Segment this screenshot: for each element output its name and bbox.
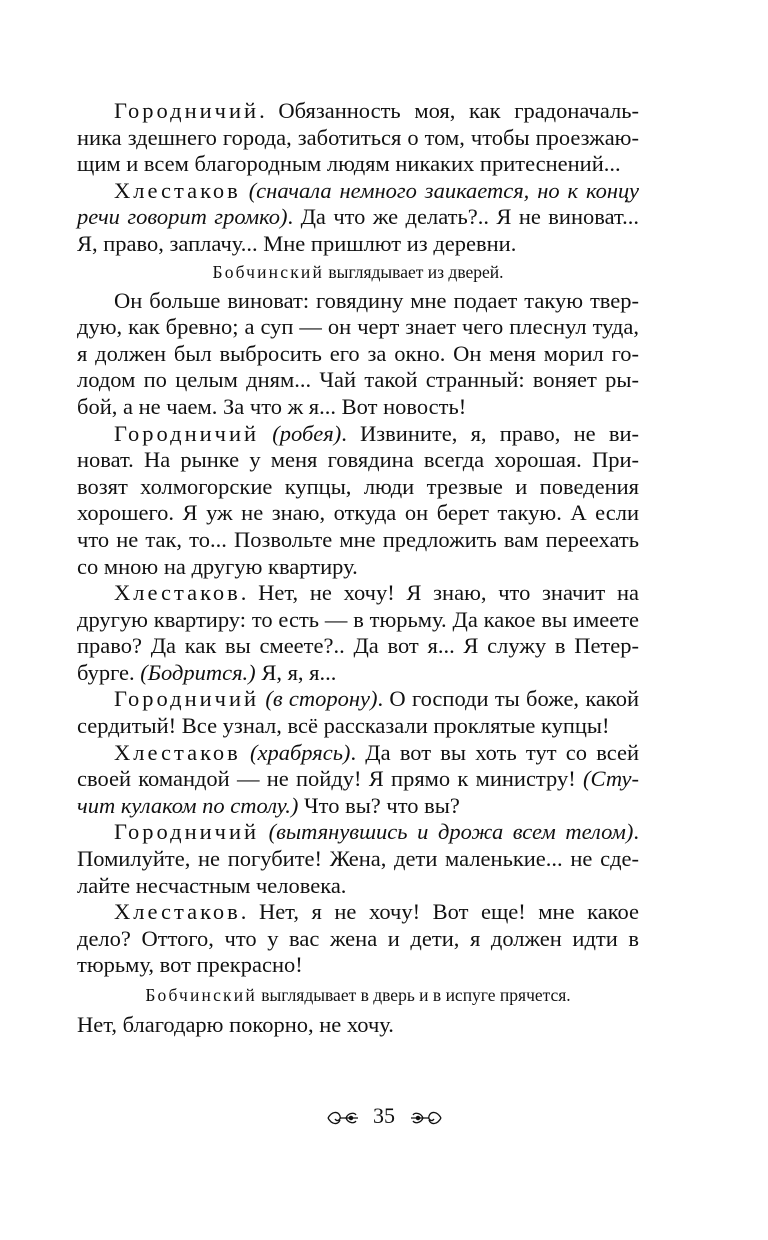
line-text: выглядывает в дверь и в испуге прячется. <box>256 985 571 1005</box>
stage-direction: (Сту- <box>583 766 639 792</box>
text-line <box>77 98 639 125</box>
text-line <box>77 686 639 713</box>
text-line: новат. На рынке у меня говядина всегда хорошая. При- <box>77 447 639 473</box>
flourish-ornament-icon <box>326 1107 360 1129</box>
speaker-name: Бобчинский <box>145 985 257 1005</box>
line-text: . <box>633 819 639 845</box>
text-line: хорошего. Я уж не знаю, откуда он берет такую. А если <box>77 500 639 526</box>
stage-direction: чит кулаком по столу.) <box>77 792 299 818</box>
line-text: . Извините, я, право, не ви- <box>341 420 639 446</box>
stage-direction: (сначала немного заикается, но к концу <box>240 177 639 203</box>
line-text: . Да вот вы хоть тут со всей <box>350 739 639 765</box>
speaker-name: Городничий <box>114 98 260 123</box>
text-line: что не так, то... Позвольте мне предложить вам переехать <box>77 526 639 552</box>
stage-direction: речи говорит громко) <box>77 204 288 230</box>
speaker-name: Хлестаков <box>114 580 241 606</box>
text-line <box>77 178 639 205</box>
text-line: дело? Оттого, что у вас жена и дети, я должен идти в <box>77 925 639 951</box>
speaker-name: Хлестаков <box>114 899 241 925</box>
text-line: тюрьму, вот прекрасно! <box>77 952 303 978</box>
stage-direction: (вытянувшись и дрожа всем телом) <box>259 819 634 845</box>
line-text: выглядывает из дверей. <box>324 261 504 282</box>
line-text: . Да что же делать?.. Я не виноват... <box>287 204 639 230</box>
speaker-name: Хлестаков <box>114 177 241 203</box>
speaker-name: Городничий <box>114 819 260 845</box>
text-line: сердитый! Все узнал, всё рассказали проклятые купцы! <box>77 713 610 739</box>
flourish-ornament-icon <box>409 1107 443 1129</box>
text-line <box>77 740 639 767</box>
stage-direction: (робея) <box>259 420 342 446</box>
line-text: . Нет, не хочу! Я знаю, что значит на <box>240 580 639 606</box>
text-line <box>77 204 639 231</box>
line-text: Я, я, я... <box>255 659 337 685</box>
text-line: Я, право, заплачу... Мне пришлют из деревни. <box>77 230 517 256</box>
text-line: право? Да как вы смеете?.. Да вот я... Я служу в Петер- <box>77 633 639 659</box>
page-footer <box>0 1102 768 1130</box>
page-number: 35 <box>373 1103 395 1128</box>
text-line <box>77 421 639 448</box>
speaker-name: Бобчинский <box>212 261 325 282</box>
text-line: возят холмогорские купцы, люди трезвые и поведения <box>77 473 639 499</box>
text-line <box>77 793 639 820</box>
text-line: я должен был выбросить его за окно. Он меня морил го- <box>77 340 639 366</box>
speaker-name: Хлестаков <box>114 739 241 765</box>
text-line: дую, как бревно; а суп — он черт знает чего плеснул туда, <box>77 314 639 340</box>
text-line: Помилуйте, не погубите! Жена, дети маленькие... не сде- <box>77 846 639 872</box>
stage-note <box>77 260 639 284</box>
text-line: бой, а не чаем. За что ж я... Вот новость! <box>77 393 467 419</box>
text-line: Он больше виноват: говядину мне подает такую твер- <box>114 287 639 313</box>
line-text: . О господи ты боже, какой <box>377 686 639 712</box>
text-line <box>77 819 639 846</box>
text-line: другую квартиру: то есть — в тюрьму. Да какое вы имеете <box>77 606 639 632</box>
line-text: . Нет, я не хочу! Вот еще! мне какое <box>240 899 639 925</box>
text-line <box>77 580 639 607</box>
text-line <box>77 766 639 793</box>
text-line <box>77 899 639 926</box>
stage-direction: (Бодрится.) <box>140 659 256 685</box>
speaker-name: Городничий <box>114 420 260 446</box>
line-text: своей командой — не пойду! Я прямо к министру! <box>77 766 583 792</box>
text-line: лайте несчастным человека. <box>77 872 347 898</box>
speaker-name: Городничий <box>114 686 260 712</box>
page-body <box>77 98 639 1039</box>
text-line: лодом по целым дням... Чай такой странный: воняет ры- <box>77 367 639 393</box>
text-line: щим и всем благородным людям никаких притеснений... <box>77 151 621 177</box>
line-text: Что вы? что вы? <box>298 792 460 818</box>
stage-direction: (в сторону) <box>259 686 378 712</box>
line-text: . Обязанность моя, как градоначаль- <box>259 98 639 123</box>
text-line <box>77 660 639 687</box>
stage-note <box>77 983 639 1007</box>
text-line: Нет, благодарю покорно, не хочу. <box>77 1012 394 1037</box>
line-text: бурге. <box>77 659 141 685</box>
stage-direction: (храбрясь) <box>240 739 351 765</box>
text-line: ника здешнего города, заботиться о том, чтобы проезжаю- <box>77 124 639 150</box>
text-line: со мною на другую квартиру. <box>77 553 358 579</box>
